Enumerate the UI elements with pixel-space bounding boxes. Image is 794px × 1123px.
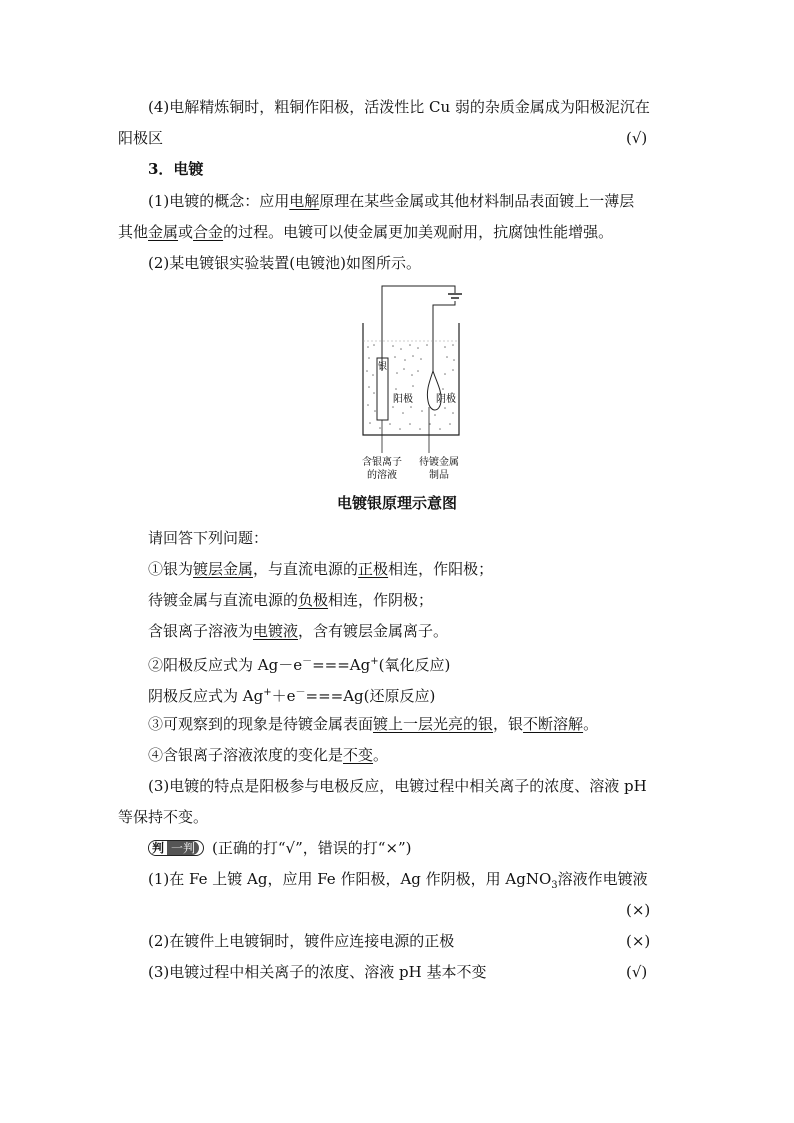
anode-label: 阳极	[393, 394, 413, 405]
q2-line2: 阴极反应式为 Ag+＋e－===Ag(还原反应)	[148, 687, 436, 705]
answer-negative: 负极	[298, 591, 329, 609]
answer-silver-layer: 镀上一层光亮的银	[373, 715, 494, 733]
judge-instruction: (正确的打“√”，错误的打“×”)	[212, 839, 412, 857]
judge-3: (3)电镀过程中相关离子的浓度、溶液 pH 基本不变	[148, 963, 487, 981]
questions-intro: 请回答下列问题：	[148, 529, 269, 547]
apparatus-description: (2)某电镀银实验装置(电镀池)如图所示。	[148, 254, 421, 272]
silver-label: 银	[377, 362, 388, 372]
answer-dissolving: 不断溶解	[523, 715, 584, 733]
object-label-1: 待镀金属	[419, 457, 459, 468]
wire-cathode	[433, 301, 455, 371]
answer-unchanged: 不变	[343, 746, 374, 764]
feature-line1: (3)电镀的特点是阳极参与电极反应，电镀过程中相关离子的浓度、溶液 pH	[148, 777, 647, 795]
q3-line: ③可观察到的现象是待镀金属表面镀上一层光亮的银，银不断溶解。	[148, 715, 599, 733]
object-label-2: 制品	[429, 470, 449, 481]
answer-plating-solution: 电镀液	[253, 622, 299, 640]
q4-line: ④含银离子溶液浓度的变化是不变。	[148, 746, 389, 764]
answer-positive: 正极	[358, 560, 389, 578]
electroplating-diagram	[355, 283, 475, 483]
plating-concept-line1: (1)电镀的概念：应用电解原理在某些金属或其他材料制品表面镀上一薄层	[148, 192, 635, 210]
judge-1: (1)在 Fe 上镀 Ag，应用 Fe 作阳极，Ag 作阴极，用 AgNO$_3$溶液作电镀液	[148, 870, 648, 891]
wire-anode	[382, 286, 455, 371]
q1-line3: 含银离子溶液为电镀液，含有镀层金属离子。	[148, 622, 449, 640]
item-4-mark: (√)	[626, 129, 648, 147]
judge-3-mark: (√)	[626, 963, 648, 981]
solution-label-2: 的溶液	[367, 470, 397, 481]
section-3-heading: 3．电镀	[148, 160, 204, 178]
item-4-cont	[118, 128, 163, 148]
plating-concept-line2: 其他金属或合金的过程。电镀可以使金属更加美观耐用，抗腐蚀性能增强。	[118, 223, 614, 241]
item-4-line	[148, 97, 650, 117]
judge-2: (2)在镀件上电镀铜时，镀件应连接电源的正极	[148, 932, 455, 950]
q1-line2: 待镀金属与直流电源的负极相连，作阴极；	[148, 591, 434, 609]
answer-metal: 金属	[148, 223, 179, 241]
item-4-text: (4)电解精炼铜时，粗铜作阳极，活泼性比 Cu 弱的杂质金属成为阳极泥沉在	[148, 98, 650, 116]
solution-label-1: 含银离子	[362, 457, 402, 468]
judge-header	[148, 838, 412, 858]
answer-plating-metal: 镀层金属	[193, 560, 254, 578]
q1-line1: ①银为镀层金属，与直流电源的正极相连，作阳极；	[148, 560, 494, 578]
feature-line2: 等保持不变。	[118, 808, 209, 826]
cathode-label: 阴极	[436, 394, 456, 405]
answer-alloy: 合金	[193, 223, 224, 241]
figure-caption: 电镀银原理示意图	[336, 494, 457, 512]
item-4-cont-text: 阳极区	[118, 129, 164, 147]
judge-2-mark: (×)	[626, 932, 651, 950]
judge-badge: 判 一判	[148, 840, 204, 856]
answer-electrolysis: 电解	[289, 192, 320, 210]
judge-1-mark: (×)	[626, 901, 651, 919]
q2-line1: ②阳极反应式为 Ag－e－===Ag+(氧化反应)	[148, 656, 451, 674]
